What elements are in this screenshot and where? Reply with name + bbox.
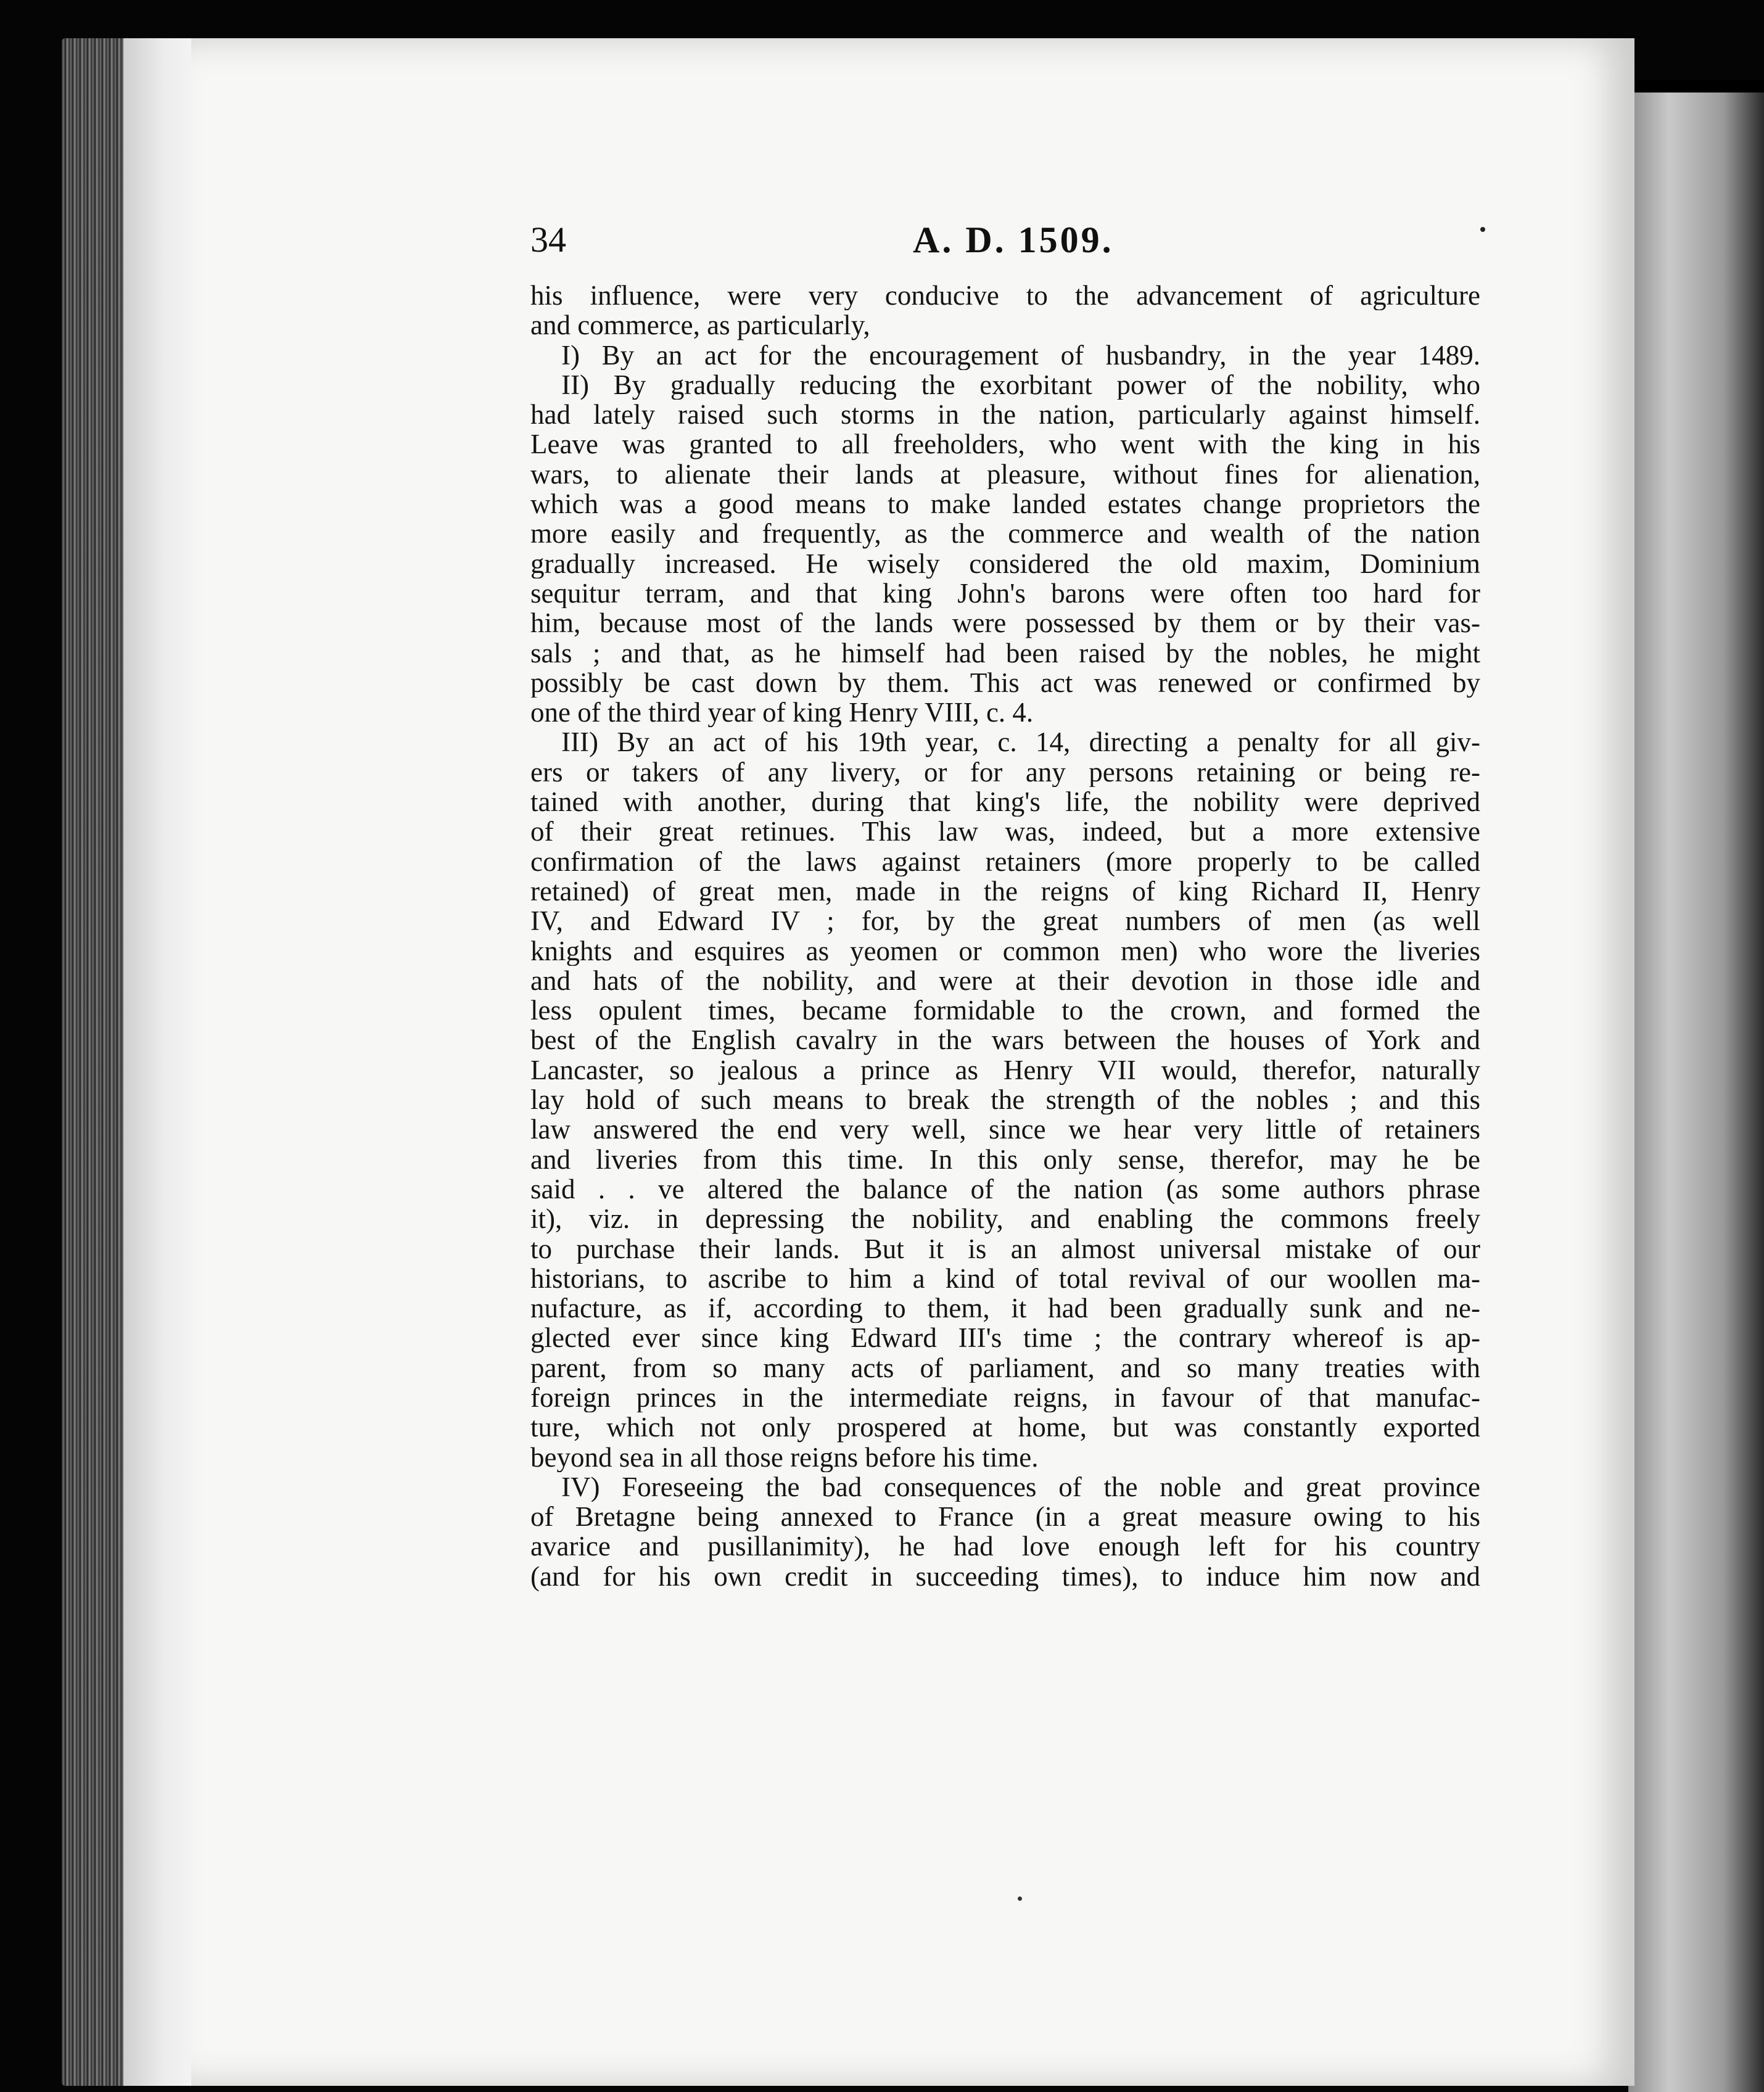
body-text [530, 281, 1480, 1591]
text-line: and hats of the nobility, and were at their devotion in those idle and [530, 965, 1480, 996]
page-header [530, 219, 1486, 268]
text-line: which was a good means to make landed estates change proprietors the [530, 489, 1480, 519]
facing-page-shadow [1628, 80, 1764, 2092]
text-line: III) By an act of his 19th year, c. 14, directing a penalty for all giv- [561, 727, 1480, 757]
text-line: Leave was granted to all freeholders, who went with the king in his [530, 429, 1480, 459]
text-line: avarice and pusillanimity), he had love enough left for his country [530, 1531, 1480, 1562]
text-line: parent, from so many acts of parliament, and so many treaties with [530, 1353, 1480, 1383]
text-line: historians, to ascribe to him a kind of total revival of our woollen ma- [530, 1263, 1480, 1294]
text-line: wars, to alienate their lands at pleasure, without fines for alienation, [530, 459, 1480, 490]
text-line: best of the English cavalry in the wars between the houses of York and [530, 1025, 1480, 1055]
text-line: gradually increased. He wisely considered the old maxim, Dominium [530, 548, 1480, 579]
text-line: of their great retinues. This law was, indeed, but a more extensive [530, 817, 1480, 847]
text-line: possibly be cast down by them. This act was renewed or confirmed by [530, 667, 1480, 698]
running-head: A. D. 1509. [913, 220, 1114, 260]
text-line: foreign princes in the intermediate reigns, in favour of that manufac- [530, 1382, 1480, 1413]
text-line: had lately raised such storms in the nation, particularly against himself. [530, 400, 1480, 430]
text-line: nufacture, as if, according to them, it had been gradually sunk and ne- [530, 1293, 1480, 1324]
text-line: Lancaster, so jealous a prince as Henry VII would, therefor, naturally [530, 1055, 1480, 1085]
text-line: and commerce, as particularly, [530, 310, 870, 340]
text-line: lay hold of such means to break the strength of the nobles ; and this [530, 1085, 1480, 1115]
text-line: and liveries from this time. In this only sense, therefor, may he be [530, 1144, 1480, 1174]
text-line: knights and esquires as yeomen or common men) who wore the liveries [530, 936, 1480, 966]
text-line: sequitur terram, and that king John's barons were often too hard for [530, 578, 1480, 609]
text-line: beyond sea in all those reigns before his time. [530, 1442, 1039, 1472]
text-line: I) By an act for the encouragement of husbandry, in the year 1489. [561, 340, 1480, 370]
text-line: (and for his own credit in succeeding times), to induce him now and [530, 1561, 1480, 1592]
text-line: IV) Foreseeing the bad consequences of the noble and great province [561, 1472, 1480, 1502]
text-line: it), viz. in depressing the nobility, and enabling the commons freely [530, 1204, 1480, 1234]
text-line: to purchase their lands. But it is an almost universal mistake of our [530, 1233, 1480, 1264]
text-line: more easily and frequently, as the commerce and wealth of the nation [530, 519, 1480, 549]
text-line: sals ; and that, as he himself had been raised by the nobles, he might [530, 638, 1480, 668]
ink-speck [1480, 227, 1485, 232]
text-line: less opulent times, became formidable to the crown, and formed the [530, 995, 1480, 1026]
text-line: law answered the end very well, since we hear very little of retainers [530, 1114, 1480, 1145]
text-line: tained with another, during that king's life, the nobility were deprived [530, 787, 1480, 817]
page-number: 34 [530, 220, 566, 260]
text-line: one of the third year of king Henry VIII, c. 4. [530, 698, 1034, 728]
text-line: confirmation of the laws against retainers (more properly to be called [530, 846, 1480, 876]
text-line: ture, which not only prospered at home, but was constantly exported [530, 1412, 1480, 1443]
text-line: retained) of great men, made in the reigns of king Richard II, Henry [530, 876, 1480, 907]
text-line: said . . ve altered the balance of the nation (as some authors phrase [530, 1174, 1480, 1205]
text-line: glected ever since king Edward III's time ; the contrary whereof is ap- [530, 1323, 1480, 1353]
text-line: IV, and Edward IV ; for, by the great numbers of men (as well [530, 906, 1480, 936]
ink-speck [1018, 1896, 1022, 1901]
text-line: of Bretagne being annexed to France (in a great measure owing to his [530, 1502, 1480, 1532]
text-line: his influence, were very conducive to the advancement of agriculture [530, 281, 1480, 311]
text-line: ers or takers of any livery, or for any persons retaining or being re- [530, 757, 1480, 788]
page-gutter [123, 38, 191, 2086]
text-line: him, because most of the lands were possessed by them or by their vas- [530, 608, 1480, 638]
text-line: II) By gradually reducing the exorbitant power of the nobility, who [561, 369, 1480, 400]
